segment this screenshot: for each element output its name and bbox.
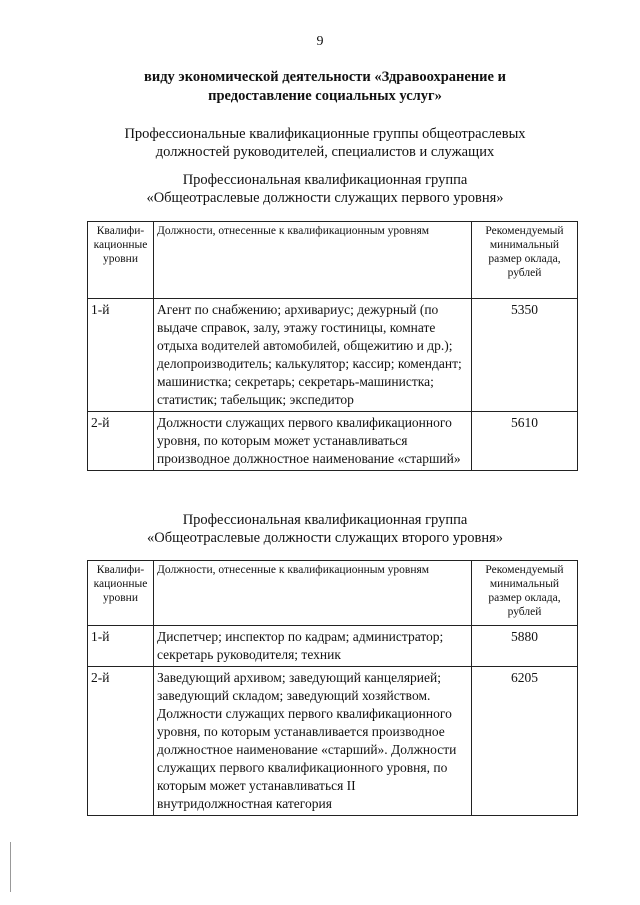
- header-salary: [472, 561, 578, 626]
- header-levels: [88, 222, 154, 299]
- positions-cell: Агент по снабжению; архивариус; дежурный (по выдаче справок, залу, этажу гостиницы, комнате отдыха водителей автомобилей, общежитию и др.); делопроизводитель; калькулятор; кассир; комендант; машинистка; секретарь; секретарь-машинистка; статистик; табельщик; экспедитор: [154, 299, 472, 412]
- section1-title-line-2: «Общеотраслевые должности служащих первого уровня»: [146, 190, 504, 206]
- header-positions-text: Должности, отнесенные к квалификационным уровням: [157, 564, 430, 576]
- positions-cell: Должности служащих первого квалификационного уровня, по которым может устанавливаться производное должностное наименование «старший»: [154, 412, 472, 471]
- section2-title: [60, 511, 590, 547]
- header-salary-text: Рекомендуемый минимальный размер оклада, рублей: [485, 225, 564, 279]
- header-positions: [154, 561, 472, 626]
- header-levels: [88, 561, 154, 626]
- level-cell: 1-й: [88, 299, 154, 412]
- header-salary-text: Рекомендуемый минимальный размер оклада, рублей: [485, 564, 564, 618]
- salary-cell: 5880: [472, 626, 578, 667]
- margin-line: [10, 842, 11, 892]
- document-heading: [60, 68, 590, 106]
- header-salary: [472, 222, 578, 299]
- table-header-row: [88, 561, 578, 626]
- header-positions: [154, 222, 472, 299]
- section2-table: [87, 560, 578, 816]
- heading-line-2: предоставление социальных услуг»: [208, 88, 442, 104]
- salary-cell: 6205: [472, 667, 578, 816]
- section1-title-line-1: Профессиональная квалификационная группа: [182, 172, 468, 188]
- table-row: [88, 412, 578, 471]
- level-cell: 2-й: [88, 667, 154, 816]
- heading-line-1: виду экономической деятельности «Здравоохранение и: [144, 69, 506, 85]
- salary-cell: 5610: [472, 412, 578, 471]
- header-positions-text: Должности, отнесенные к квалификационным уровням: [157, 225, 430, 237]
- section2-title-line-2: «Общеотраслевые должности служащих второго уровня»: [146, 530, 504, 546]
- table-header-row: [88, 222, 578, 299]
- header-levels-text: Квалифи- кационные уровни: [93, 564, 148, 604]
- table-row: [88, 667, 578, 816]
- level-cell: 1-й: [88, 626, 154, 667]
- salary-cell: 5350: [472, 299, 578, 412]
- page-number: 9: [316, 34, 324, 49]
- table-row: [88, 626, 578, 667]
- groups-title: [60, 125, 590, 161]
- positions-cell: Заведующий архивом; заведующий канцелярией; заведующий складом; заведующий хозяйством. Должности служащих первого квалификационного уровня, по которым устанавливается производное должностное наименование «старший». Должности служащих первого квалификационного уровня, по которым может устанавливаться II внутридолжностная категория: [154, 667, 472, 816]
- groups-title-line-1: Профессиональные квалификационные группы общеотраслевых: [124, 126, 526, 142]
- section1-table: [87, 221, 578, 471]
- positions-cell: Диспетчер; инспектор по кадрам; администратор; секретарь руководителя; техник: [154, 626, 472, 667]
- table-row: [88, 299, 578, 412]
- level-cell: 2-й: [88, 412, 154, 471]
- header-levels-text: Квалифи- кационные уровни: [93, 225, 148, 265]
- section1-title: [60, 171, 590, 207]
- section2-title-line-1: Профессиональная квалификационная группа: [182, 512, 468, 528]
- groups-title-line-2: должностей руководителей, специалистов и служащих: [155, 144, 495, 160]
